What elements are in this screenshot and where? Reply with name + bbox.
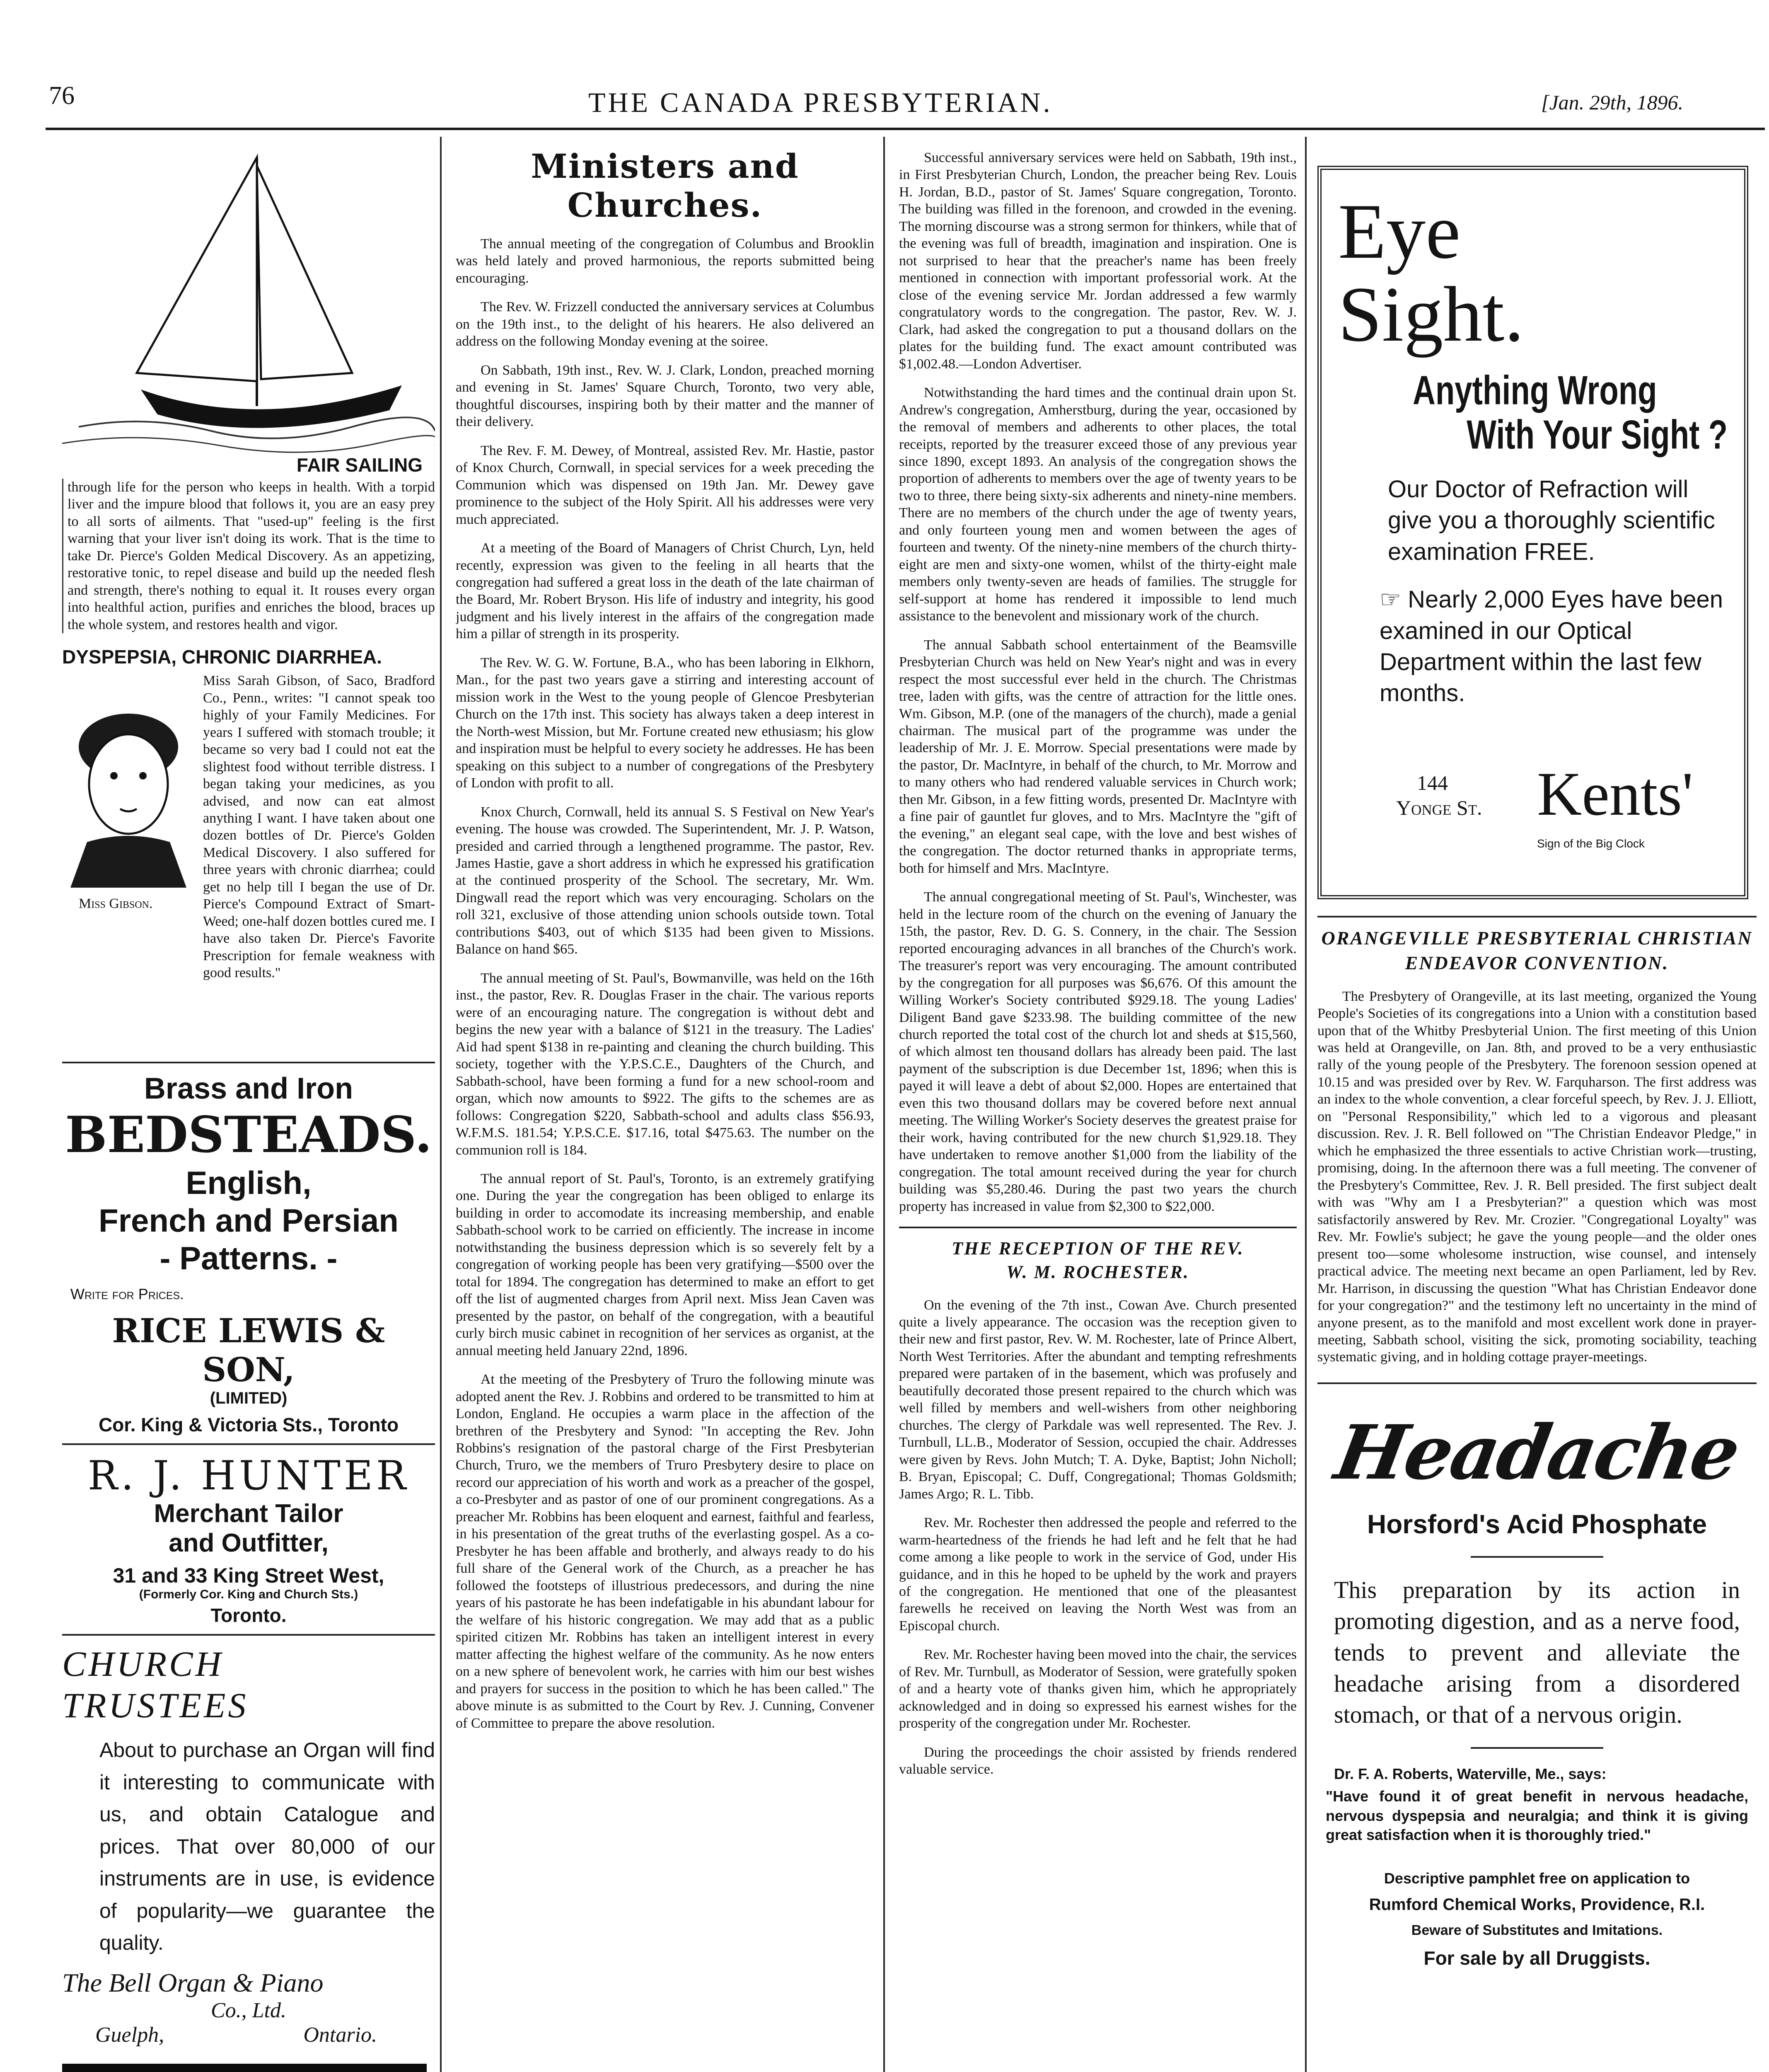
trustees-co: Co., Ltd. <box>210 1998 287 2022</box>
sight-word: Sight. <box>1338 271 1524 358</box>
trustees-heading1: CHURCH <box>62 1644 224 1684</box>
hunter-ad <box>62 1452 435 1627</box>
paragraph: Rev. Mr. Rochester having been moved into the chair, the services of Rev. Mr. Turnbull, as Moderator of Session, were gratefully spoken of and a hearty vote of thanks given him, which he appropriately acknowledged and in doing so expressed his earnest wishes for the prosperity of the congregation under Mr. Rochester. <box>899 1647 1297 1731</box>
bedsteads-firm: RICE LEWIS & SON, <box>112 1311 385 1389</box>
with-your-sight: With Your Sight ? <box>1467 412 1728 458</box>
headache-works: Rumford Chemical Works, Providence, R.I. <box>1369 1895 1705 1914</box>
divider <box>62 1062 435 1063</box>
news-paragraphs <box>899 149 1297 1215</box>
teaberry-ad <box>62 2064 427 2072</box>
column-rule-3 <box>1305 137 1307 2072</box>
paragraph: The Rev. F. M. Dewey, of Montreal, assisted Rev. Mr. Hastie, pastor of Knox Church, Cornwall, in special services for a week preceding the Communion which was dispensed on 19th Jan. Mr. Dewey gave prominence to the subject of the Holy Spirit. All his addresses were very much appreciated. <box>456 443 874 527</box>
hunter-address: 31 and 33 King Street West, <box>113 1564 384 1588</box>
church-trustees-ad <box>62 1643 435 2047</box>
paragraph: At a meeting of the Board of Managers of Christ Church, Lyn, held recently, expression was given to the feeling in all hearts that the congregation had suffered a great loss in the death of the late chairman of the Board, Mr. Robert Bryson. His life of industry and integrity, his good judgment and his lively interest in the affairs of the congregation made him a pillar of strength in its prosperity. <box>456 540 874 642</box>
big-clock-sign: Sign of the Big Clock <box>1537 837 1645 850</box>
third-column <box>899 149 1297 2072</box>
trustees-province: Ontario. <box>303 2023 377 2047</box>
trustees-heading2: TRUSTEES <box>62 1685 249 1726</box>
paragraph: The annual congregational meeting of St. Paul's, Winchester, was held in the lecture room of the church on the evening of January the 15th, the pastor, Rev. D. G. S. Connery, in the chair. The Session reported encouraging advances in all branches of the Church's work. The treasurer's report was very encouraging. The amount contributed by the congregation for all purposes was $6,676. Of this amount the Willing Worker's Society contributed $929.18. The young Ladies' Diligent Band gave $233.98. The building committee of the new church reported the total cost of the church lot and sheds at $15,560, of which almost ten thousand dollars has already been paid. The last payment of the subscription is due December 1st, 1896; when this is payed it will leave a debt of about $2,000. Hopes are entertained that even this two thousand dollars may be covered before next annual meeting. The Willing Worker's Society deserves the greatest praise for their work, having contributed for the new church $1,929.18. They have undertaken to remove another $1,000 from the liability of the congregation. The total amount received during the year for church building was $5,280.46. During the past two years the church property has increased in value from $2,300 to $22,000. <box>899 889 1297 1214</box>
fair-sailing-body: through life for the person who keeps in health. With a torpid liver and the impure blood that follows it, you are an easy prey to all sorts of ailments. That "used-up" feeling is the first warning that your liver isn't doing its work. That is the time to take Dr. Pierce's Golden Medical Discovery. As an appetizing, restorative tonic, to repel disease and build up the needed flesh and strength, there's nothing to equal it. It rouses every organ into healthful action, purifies and enriches the blood, braces up the whole system, and restores health and vigor. <box>62 479 435 633</box>
hunter-line1: Merchant Tailor <box>154 1499 343 1528</box>
paragraph: The annual Sabbath school entertainment of the Beamsville Presbyterian Church was held on New Year's night and was in every respect the most successful ever held in the church. The Christmas tree, laden with gifts, was the centre of attraction for the little ones. Wm. Gibson, M.P. (one of the managers of the church), made a genial chairman. The musical part of the programme was under the leadership of Mr. J. E. Morrow. Special presentations were made by the pastor, Dr. MacIntyre, in behalf of the church, to Mr. Morrow and to many others who had rendered valuable services in Church work; then Mr. Gibson, in a few fitting words, presented Dr. MacIntyre with a fine pair of gauntlet fur gloves, and to Mrs. MacIntyre the "gift of the evening," an elegant seal cape, with the love and best wishes of the congregation. The doctor returned thanks in appropriate terms, both for himself and Mrs. MacIntyre. <box>899 637 1297 876</box>
reception-heading-line2: W. M. ROCHESTER. <box>1006 1262 1190 1283</box>
orangeville-body: The Presbytery of Orangeville, at its last meeting, organized the Young People's Societies of its congregations into a Union with a constitution based upon that of the Whitby Presbyterial Union. The first meeting of this Union was held at Orangeville, on Jan. 8th, and proved to be a very enthusiastic rally of the young people of the Presbytery. The forenoon session opened at 10.15 and was presided over by Rev. W. Farquharson. The first address was an index to the whole convention, a clear forceful speech, by Rev. J. J. Elliott, on "Personal Responsibility," which led to a vigorous and pleasant discussion. Rev. J. R. Bell followed on "The Christian Endeavor Pledge," in which he emphasized the three essentials to active Christian work—trusting, promising, doing. In the afternoon there was a full meeting. The convener of the Presbytery's Committee, Rev. J. R. Bell presided. The first subject dealt with was "Why am I a Presbyterian?" a question which was most satisfactorily answered by Rev. Mr. Crozier. "Congregational Loyalty" was Rev. Mr. Fowlie's subject; he gave the young people—and the older ones present too—some wholesome instruction, wise counsel, and intensely practical advice. The meeting next became an open Parliament, led by Rev. Mr. Harrison, in discussing the question "What has Christian Endeavor done for your congregation?" and the testimony left no uncertainty in the mind of anyone present, as to the manifold and most excellent work done in prayer-meeting, Sabbath school, visiting the sick, promoting sociability, teaching systematic giving, and in holding cottage prayer-meetings. <box>1317 988 1757 1365</box>
nearly-text <box>1338 584 1728 709</box>
bedsteads-line2: BEDSTEADS. <box>65 1106 432 1164</box>
hunter-city: Toronto. <box>210 1605 287 1627</box>
paragraph: Notwithstanding the hard times and the continual drain upon St. Andrew's congregation, Amherstburg, during the year, occasioned by the removal of members and adherents to other places, the total receipts, reported by the treasurer exceed those of any previous year since 1890, except 1893. An analysis of the congregation shows the proportion of adherents to members over the age of twenty years to be two to three, there being sixty-six adherents and ninety-nine members. There are no members of the church under the age of twenty years, and only fourteen young men and women between the ages of fourteen and twenty. Of the ninety-nine members of the church thirty-eight are men and sixty-one women, whilst of the thirty-eight male members only twenty-seven are heads of families. The struggle for self-support at home has rendered it impossible to lend much assistance to the benevolent and missionary work of the church. <box>899 385 1297 624</box>
paragraph: The annual meeting of St. Paul's, Bowmanville, was held on the 16th inst., the pastor, Rev. R. Douglas Fraser in the chair. The various reports were of an encouraging nature. The congregation is without debt and begins the new year with a balance of $121 in the treasury. The Ladies' Aid had spent $138 in re-painting and cleaning the church building. This society, together with the Y.P.S.C.E., Daughters of the Church, and Sabbath-school, have been forming a fund for a new school-room and organ, which now amounts to $922. The gifts to the schemes are as follows: Congregation $220, Sabbath-school and adults class $56.93, W.F.M.S. 181.54; Y.P.S.C.E. $17.16, total $475.63. The number on the communion roll is 184. <box>456 970 874 1158</box>
hunter-line2: and Outfitter, <box>169 1529 329 1558</box>
divider <box>62 1634 435 1636</box>
eye-word: Eye <box>1338 188 1461 275</box>
divider <box>1317 916 1757 917</box>
eyesight-ad <box>1317 166 1748 899</box>
divider <box>62 1443 435 1445</box>
masthead-title: THE CANADA PRESBYTERIAN. <box>588 87 1053 118</box>
hunter-formerly: (Formerly Cor. King and Church Sts.) <box>139 1588 358 1602</box>
street-number: 144 <box>1417 771 1448 794</box>
headache-body: This preparation by its action in promoting digestion, and as a nerve food, tends to prevent and alleviate the headache arising from a disordered stomach, or that of a nervous origin. <box>1334 1576 1740 1728</box>
kents-brand: Kents' <box>1537 760 1693 828</box>
headache-beware: Beware of Substitutes and Imitations. <box>1411 1922 1663 1939</box>
reception-paragraphs <box>899 1297 1297 1778</box>
reception-heading <box>899 1237 1297 1284</box>
sailboat-illustration <box>62 141 435 456</box>
portrait-caption: Miss Gibson. <box>79 896 153 912</box>
ministers-paragraphs <box>456 235 874 1732</box>
dyspepsia-heading: DYSPEPSIA, CHRONIC DIARRHEA. <box>62 646 382 668</box>
bedsteads-line3: English, <box>186 1164 312 1201</box>
paragraph: During the proceedings the choir assisted by friends rendered valuable service. <box>899 1744 1297 1777</box>
divider <box>1471 1556 1603 1558</box>
portrait-illustration <box>62 705 195 888</box>
issue-date: [Jan. 29th, 1896. <box>1541 91 1684 114</box>
right-column <box>1317 166 1757 2072</box>
paragraph: Successful anniversary services were held on Sabbath, 19th inst., in First Presbyterian Church, London, the preacher being Rev. Louis H. Jordan, B.D., pastor of St. James' Square congregation, Toronto. The building was filled in the forenoon, and crowded in the evening. The morning discourse was a strong sermon for thinkers, while that of the evening was full of breadth, imagination and inspiration. One is not surprised to hear that the preacher's name has been freely mentioned in connection with important professorial work. At the close of the evening service Mr. Jordan addressed a few warmly congratulatory words to the congregation. The pastor, Rev. W. J. Clark, had asked the congregation to put a thousand dollars on the plates for the building fund. The exact amount contributed was $1,002.48.—London Advertiser. <box>899 150 1297 372</box>
paragraph: Knox Church, Cornwall, held its annual S. S Festival on New Year's evening. The house was crowded. The Superintendent, Mr. J. P. Watson, presided and carried through a lengthened programme. The pastor, Rev. James Hastie, gave a short address in which he expressed his gratification at the continued prosperity of the School. The secretary, Mr. Wm. Dingwall read the report which was very encouraging. Scholars on the roll 321, exclusive of those attending union schools outside town. Total contributions $403, out of which $135 had been given to Missions. Balance on hand $65. <box>456 804 874 957</box>
headache-product: Horsford's Acid Phosphate <box>1367 1509 1707 1539</box>
trustees-body: About to purchase an Organ will find it interesting to communicate with us, and obtain Catalogue and prices. That over 80,000 of our instruments are in use, is evidence of popularity—we guarantee the quality. <box>99 1738 435 1955</box>
headache-doctor: Dr. F. A. Roberts, Waterville, Me., says: <box>1334 1765 1607 1782</box>
paragraph: The Rev. W. G. W. Fortune, B.A., who has been laboring in Elkhorn, Man., for the past two years gave a stirring and interesting account of mission work in the West to the young people of Glencoe Presbyterian Church on the 17th inst. This society has always taken a deep interest in the North-west Mission, but Mr. Fortune created new ethusiasm; his glow and inspiration must be helpful to every society he addresses. He has been speaking on this subject to a number of congregations of the Presbytery of London with profit to all. <box>456 655 874 791</box>
fair-sailing-heading: FAIR SAILING <box>296 454 423 476</box>
paragraph: On the evening of the 7th inst., Cowan Ave. Church presented quite a lively appearance. The occasion was the reception given to their new and first pastor, Rev. W. M. Rochester, late of Prince Albert, North West Territories. After the abundant and tempting refreshments prepared were partaken of in the basement, which was profusely and beautifully decorated those present repaired to the church which was well filled by members and well-wishers from other neighboring churches. The clergy of Parkdale was well represented. The Rev. J. Turnbull, LL.B., Moderator of Session, occupied the chair. Addresses were given by Revs. John Mutch; T. A. Dyke, Baptist; John Nicholl; B. Bryan, Episcopal; C. Duff, Congregational; Thomas Goldsmith; James Argo; R. L. Tibb. <box>899 1297 1297 1502</box>
paragraph: The annual meeting of the congregation of Columbus and Brooklin was held lately and proved harmonious, the reports submitted being encouraging. <box>456 236 874 286</box>
divider <box>899 1227 1297 1228</box>
trustees-firm: The Bell Organ & Piano <box>62 1968 324 1997</box>
divider <box>1317 1382 1757 1384</box>
column-rule-2 <box>883 137 885 2072</box>
bedsteads-line4: French and Persian <box>99 1202 399 1239</box>
refraction-text: Our Doctor of Refraction will give you a thoroughly scientific examination FREE. <box>1388 476 1715 565</box>
nearly-text-body: Nearly 2,000 Eyes have been examined in our Optical Department within the last few months. <box>1380 586 1723 707</box>
header-rule <box>46 128 1765 130</box>
hunter-name: R. J. HUNTER <box>87 1452 410 1499</box>
ministers-heading: Ministers and Churches. <box>531 147 799 225</box>
street-name: Yonge St. <box>1396 796 1482 819</box>
anything-wrong: Anything Wrong <box>1413 368 1657 414</box>
paragraph: Rev. Mr. Rochester then addressed the people and referred to the warm-heartedness of the friends he had left and he felt that he had come among a like people to work in the service of God, under His guidance, and in this he hoped to be upheld by the work and prayers of the congregation. He mentioned that one of the pleasantest farewells he received on leaving the North West was from an Episcopal church. <box>899 1515 1297 1634</box>
headache-ad <box>1317 1409 1757 1969</box>
headache-quote: "Have found it of great benefit in nervous headache, nervous dyspepsia and neuralgia; and think it is giving great satisfaction when it is thoroughly tried." <box>1326 1787 1748 1844</box>
pointing-hand-icon: ☞ <box>1380 586 1408 613</box>
bedsteads-prices: Write for Prices. <box>70 1285 184 1303</box>
headache-sale: For sale by all Druggists. <box>1423 1947 1651 1969</box>
left-column <box>62 141 435 2072</box>
paragraph: The Rev. W. Frizzell conducted the anniversary services at Columbus on the 19th inst., to the delight of his hearers. He also delivered an address on the following Monday evening at the soiree. <box>456 299 874 349</box>
bedsteads-line5: - Patterns. - <box>160 1240 338 1277</box>
headache-title: Headache <box>1329 1409 1745 1496</box>
headache-pamphlet: Descriptive pamphlet free on application to <box>1384 1870 1690 1887</box>
orangeville-heading: ORANGEVILLE PRESBYTERIAL CHRISTIAN ENDEAVOR CONVENTION. <box>1321 927 1753 973</box>
middle-column <box>456 141 874 2072</box>
dyspepsia-body: Miss Sarah Gibson, of Saco, Bradford Co., Penn., writes: "I cannot speak too highly of your Family Medicines. For years I suffered with stomach trouble; it became so very bad I could not eat the slightest food without terrible distress. I began taking your medicines, as you advised, and now can eat almost anything I want. I have taken about one dozen bottles of Dr. Pierce's Golden Medical Discovery. I also suffered for three years with chronic diarrhea; could get no help till I began the use of Dr. Pierce's Compound Extract of Smart-Weed; one-half dozen bottles cured me. I have also taken Dr. Pierce's Favorite Prescription for female weakness with good results." <box>203 673 435 981</box>
bedsteads-limited: (LIMITED) <box>210 1389 288 1408</box>
paragraph: On Sabbath, 19th inst., Rev. W. J. Clark, London, preached morning and evening in St. James' Square Church, Toronto, two very able, thoughtful discourses, inspiring both by their matter and the manner of their delivery. <box>456 362 874 430</box>
divider <box>1471 1747 1603 1749</box>
reception-heading-line1: THE RECEPTION OF THE REV. <box>952 1238 1244 1259</box>
paragraph: The annual report of St. Paul's, Toronto, is an extremely gratifying one. During the year the congregation has been obliged to enlarge its building in order to accomodate its increasing membership, and enable Sabbath-school work to be carried on efficiently. The increase in income notwithstanding the business depression which is so severely felt by a congregation of working people has been very gratifying—$500 over the total for 1894. The congregation has determined to make an effort to get off the list of augmented charges from April next. Miss Jean Caven was presented by the pastor, on behalf of the congregation, with a beautiful curly birch music cabinet in recognition of her services as organist, at the annual meeting held January 22nd, 1896. <box>456 1171 874 1358</box>
bedsteads-line1: Brass and Iron <box>144 1072 353 1106</box>
page-number: 76 <box>49 82 75 110</box>
trustees-city: Guelph, <box>95 2023 164 2047</box>
column-rule-1 <box>440 137 442 2072</box>
paragraph: At the meeting of the Presbytery of Truro the following minute was adopted anent the Rev. J. Robbins and ordered to be transmitted to him at London, England. He occupies a warm place in the affection of the brethren of the Presbytery and Synod: "In accepting the Rev. John Robbins's resignation of the pastoral charge of the First Presbyterian Church, Truro, we the members of Truro Presbytery desire to place on record our appreciation of his worth and work as a preacher of the gospel, a co-Presbyter and as pastor of one of our prominent congregations. As a preacher Mr. Robbins has been eloquent and earnest, faithful and fearless, in his presentation of the great truths of the everlasting gospel. As a co-Presbyter he has been affable and brotherly, and always ready to do his full share of the General work of the Church, as a preacher he has followed the footsteps of illustrious predecessors, and during the nine years of his pastorate he has been indefatigable in his abundant labour for the welfare of his historic congregation. We may add that as a public spirited citizen Mr. Robbins has taken an intelligent interest in every matter affecting the highest welfare of the community. As he now enters on a new sphere of benevolent work, he carries with him our best wishes and prayers for success in the position to which he has been called." The above minute is as submitted to the Court by Rev. J. Cunning, Convener of Committee to prepare the above resolution. <box>456 1372 874 1731</box>
bedsteads-ad <box>62 1072 435 1436</box>
bedsteads-address: Cor. King & Victoria Sts., Toronto <box>98 1414 399 1436</box>
